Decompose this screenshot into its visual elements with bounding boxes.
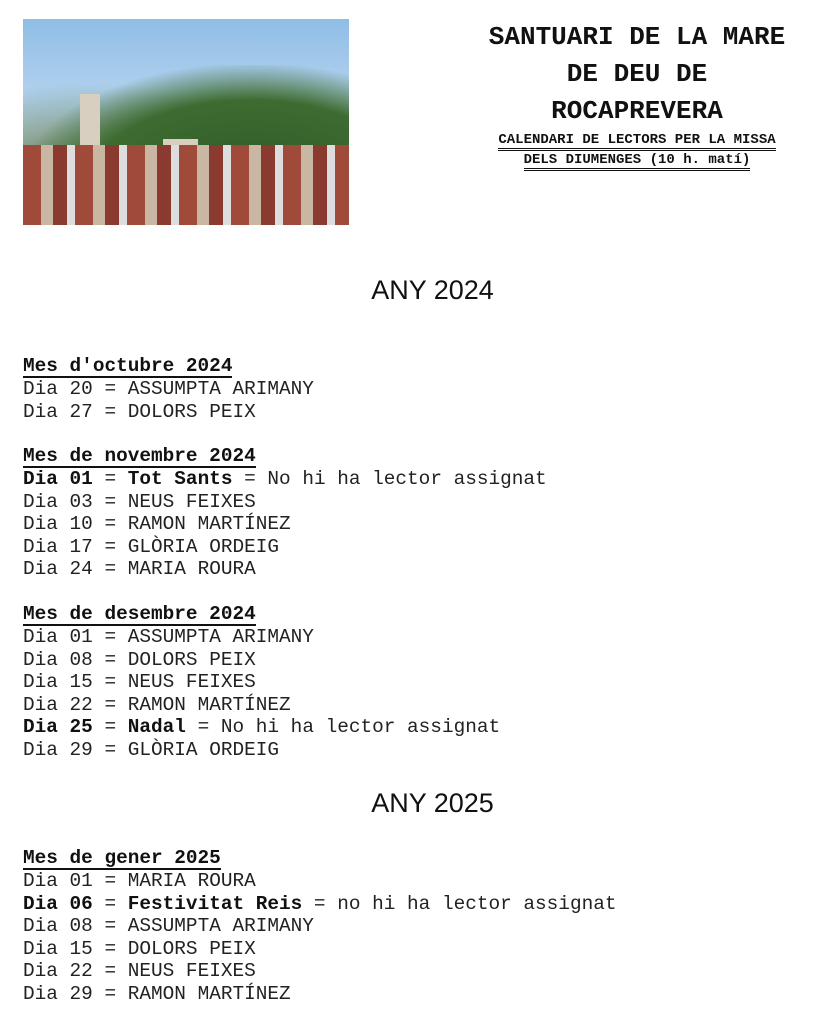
feast-name: Tot Sants (127, 468, 233, 490)
reader-row: Dia 25 = Nadal = No hi ha lector assignat (23, 716, 501, 739)
month-heading: Mes de novembre 2024 (23, 445, 256, 467)
reader-row: Dia 27 = DOLORS PEIX (23, 400, 256, 423)
reader-row: Dia 22 = RAMON MARTÍNEZ (23, 693, 291, 716)
reader-row: Dia 01 = ASSUMPTA ARIMANY (23, 626, 314, 648)
day: Dia 15 (23, 671, 93, 694)
year-heading: ANY 2025 (371, 788, 494, 818)
title-line: DE DEU DE (566, 59, 708, 89)
month-section (23, 603, 500, 762)
reader-name: NEUS FEIXES (127, 960, 256, 983)
day: Dia 08 (23, 915, 93, 938)
day: Dia 20 (23, 378, 93, 400)
reader-row: Dia 08 = ASSUMPTA ARIMANY (23, 915, 314, 938)
reader-row: Dia 20 = ASSUMPTA ARIMANY (23, 378, 314, 400)
reader-name: DOLORS PEIX (127, 400, 256, 423)
reader-row: Dia 01 = Tot Sants = No hi ha lector assignat (23, 468, 547, 490)
month-heading: Mes d'octubre 2024 (23, 355, 233, 377)
reader-name: DOLORS PEIX (127, 648, 256, 671)
town-photo (23, 19, 349, 225)
day: Dia 06 (23, 892, 93, 915)
subtitle-line: CALENDARI DE LECTORS PER LA MISSA (498, 132, 775, 151)
day: Dia 01 (23, 468, 93, 490)
month-heading: Mes de gener 2025 (23, 847, 221, 869)
note: No hi ha lector assignat (220, 716, 501, 739)
reader-name: GLÒRIA ORDEIG (127, 535, 280, 558)
reader-name: RAMON MARTÍNEZ (127, 693, 291, 716)
reader-name: MARIA ROURA (127, 558, 256, 581)
note: No hi ha lector assignat (267, 468, 547, 490)
reader-row: Dia 17 = GLÒRIA ORDEIG (23, 535, 280, 558)
reader-row: Dia 24 = MARIA ROURA (23, 558, 256, 581)
feast-name: Festivitat Reis (127, 892, 303, 915)
day: Dia 22 (23, 693, 93, 716)
reader-name: MARIA ROURA (127, 870, 256, 892)
reader-name: NEUS FEIXES (127, 490, 256, 513)
reader-row: Dia 29 = RAMON MARTÍNEZ (23, 982, 291, 1005)
year-heading: ANY 2024 (371, 275, 494, 305)
day: Dia 01 (23, 870, 93, 892)
reader-name: ASSUMPTA ARIMANY (127, 378, 314, 400)
reader-name: NEUS FEIXES (127, 671, 256, 694)
reader-row: Dia 15 = DOLORS PEIX (23, 937, 256, 960)
reader-row: Dia 29 = GLÒRIA ORDEIG (23, 738, 280, 761)
day: Dia 29 (23, 982, 93, 1005)
feast-name: Nadal (127, 716, 186, 739)
day: Dia 24 (23, 558, 93, 581)
reader-row: Dia 22 = NEUS FEIXES (23, 960, 256, 983)
day: Dia 22 (23, 960, 93, 983)
reader-row: Dia 15 = NEUS FEIXES (23, 671, 256, 694)
month-section (23, 355, 314, 423)
reader-row: Dia 06 = Festivitat Reis = no hi ha lector assignat (23, 892, 617, 915)
reader-row: Dia 08 = DOLORS PEIX (23, 648, 256, 671)
reader-name: DOLORS PEIX (127, 937, 256, 960)
document-title (437, 19, 837, 130)
reader-name: RAMON MARTÍNEZ (127, 982, 291, 1005)
day: Dia 08 (23, 648, 93, 671)
day: Dia 17 (23, 535, 93, 558)
month-section (23, 847, 617, 1006)
day: Dia 27 (23, 400, 93, 423)
reader-row: Dia 03 = NEUS FEIXES (23, 490, 256, 513)
day: Dia 29 (23, 738, 93, 761)
subtitle-line: DELS DIUMENGES (10 h. matí) (524, 152, 751, 171)
reader-name: ASSUMPTA ARIMANY (127, 915, 314, 938)
reader-name: ASSUMPTA ARIMANY (127, 626, 314, 648)
note: no hi ha lector assignat (337, 892, 617, 915)
day: Dia 10 (23, 513, 93, 536)
title-line: SANTUARI DE LA MARE (488, 22, 786, 52)
reader-row: Dia 01 = MARIA ROURA (23, 870, 256, 892)
photo-roofs (23, 145, 349, 225)
reader-name: GLÒRIA ORDEIG (127, 738, 280, 761)
day: Dia 01 (23, 626, 93, 648)
day: Dia 03 (23, 490, 93, 513)
day: Dia 15 (23, 937, 93, 960)
day: Dia 25 (23, 716, 93, 739)
document-subtitle (437, 130, 837, 170)
title-line: ROCAPREVERA (551, 96, 723, 126)
reader-row: Dia 10 = RAMON MARTÍNEZ (23, 513, 291, 536)
reader-name: RAMON MARTÍNEZ (127, 513, 291, 536)
month-heading: Mes de desembre 2024 (23, 603, 256, 625)
month-section (23, 445, 547, 581)
